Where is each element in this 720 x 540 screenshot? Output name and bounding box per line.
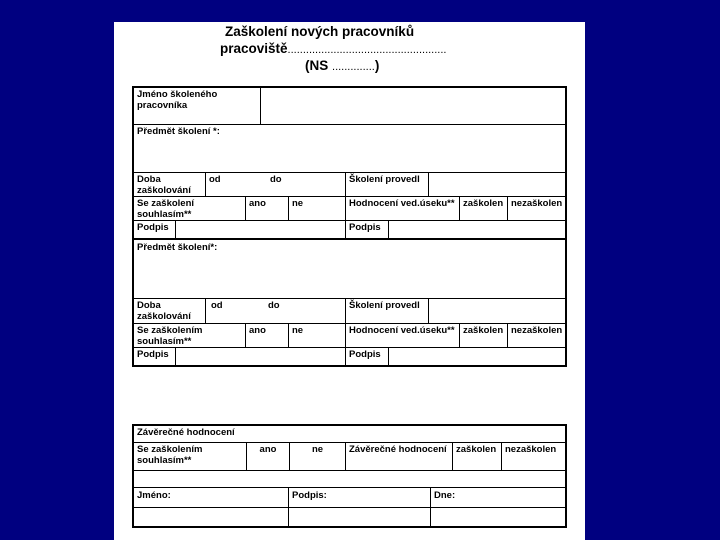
signature-2-right-field[interactable] <box>389 348 565 365</box>
final-consent-label: Se zaškolením souhlasím** <box>137 444 203 466</box>
trainer-2-label: Školení provedl <box>349 300 420 311</box>
block-separator <box>134 238 565 240</box>
ns-close: ) <box>374 58 380 73</box>
final-name-field[interactable] <box>134 508 287 526</box>
trainer-2-field[interactable] <box>429 299 565 323</box>
final-date-label: Dne: <box>434 490 456 501</box>
duration-1-label: Doba zaškolování <box>137 174 191 196</box>
eval-2-trained[interactable]: zaškolen <box>463 325 504 336</box>
signature-1-left-label: Podpis <box>137 222 169 233</box>
signature-2-left-label: Podpis <box>137 349 169 360</box>
final-consent-yes[interactable]: ano <box>259 444 277 455</box>
duration-2-label: Doba zaškolování <box>137 300 191 322</box>
workplace-label: pracoviště <box>220 41 288 56</box>
eval-1-label: Hodnocení ved.úseku** <box>349 198 455 209</box>
consent-2-label: Se zaškolením souhlasím** <box>137 325 203 347</box>
consent-2-yes[interactable]: ano <box>249 325 266 336</box>
subject-1-label[interactable]: Předmět školení *: <box>137 126 220 137</box>
final-date-field[interactable] <box>431 508 565 526</box>
final-signature-label: Podpis: <box>292 490 327 501</box>
final-eval-trained[interactable]: zaškolen <box>456 444 497 455</box>
final-signature-field[interactable] <box>289 508 430 526</box>
trainee-name-field[interactable] <box>261 88 565 124</box>
eval-2-not-trained[interactable]: nezaškolen <box>511 325 563 336</box>
final-eval-label: Závěrečné hodnocení <box>349 444 447 455</box>
signature-1-left-field[interactable] <box>176 221 345 238</box>
final-title: Závěrečné hodnocení <box>137 427 235 438</box>
signature-2-right-label: Podpis <box>349 349 381 360</box>
subject-2-label[interactable]: Předmět školení*: <box>137 242 218 253</box>
workplace-dots: .................................................... <box>287 44 447 56</box>
consent-1-yes[interactable]: ano <box>249 198 266 209</box>
eval-2-label: Hodnocení ved.úseku** <box>349 325 455 336</box>
final-eval-not-trained[interactable]: nezaškolen <box>505 444 557 455</box>
trainer-1-field[interactable] <box>429 173 565 196</box>
duration-2-from-label: od <box>211 300 223 311</box>
eval-1-not-trained[interactable]: nezaškolen <box>511 198 563 209</box>
consent-1-no[interactable]: ne <box>292 198 304 209</box>
duration-2-to-label: do <box>268 300 280 311</box>
trainer-1-label: Školení provedl <box>349 174 420 185</box>
ns-label: (NS <box>305 58 329 73</box>
signature-1-right-field[interactable] <box>389 221 565 238</box>
duration-1-to-label: do <box>270 174 282 185</box>
signature-2-left-field[interactable] <box>176 348 345 365</box>
signature-1-right-label: Podpis <box>349 222 381 233</box>
workplace-line <box>220 41 446 56</box>
eval-1-trained[interactable]: zaškolen <box>463 198 504 209</box>
consent-2-no[interactable]: ne <box>292 325 304 336</box>
form-title: Zaškolení nových pracovníků <box>225 24 415 39</box>
consent-1-label: Se zaškolení souhlasím** <box>137 198 195 220</box>
trainee-name-label: Jméno školeného pracovníka <box>137 89 218 111</box>
final-name-label: Jméno: <box>137 490 171 501</box>
final-consent-no[interactable]: ne <box>311 444 324 455</box>
ns-line <box>305 58 379 73</box>
ns-dots: .............. <box>332 61 375 73</box>
duration-1-from-label: od <box>209 174 221 185</box>
